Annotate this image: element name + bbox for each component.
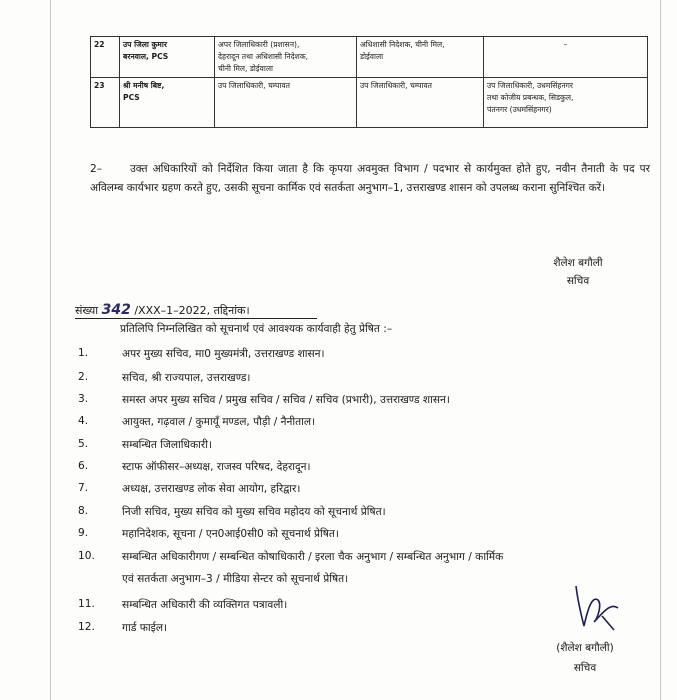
- reference-underline: [75, 318, 317, 319]
- recipient-number: 6.: [78, 460, 89, 472]
- recipient-text: सम्बन्धित अधिकारी की व्यक्तिगत पत्रावली।: [122, 599, 288, 611]
- paragraph-text: उक्त अधिकारियों को निर्देशित किया जाता है कि कृपया अवमुक्त विभाग / पदभार से कार्यमुक्त होते हुए, नवीन तैनाती के पद पर अविलम्ब कार्यभार ग्रहण करते हुए, उसकी सूचना कार्मिक एवं सतर्कता अनुभाग–1, उत्तराखण्ड शासन को उपलब्ध कराना सुनिश्चित करें।: [90, 163, 650, 194]
- handwritten-signature: [568, 578, 628, 638]
- recipient-text: सम्बन्धित अधिकारीगण / सम्बन्धित कोषाधिकारी / इरला चैक अनुभाग / सम्बन्धित अनुभाग / कार्मिक: [122, 551, 504, 563]
- recipient-number: 2.: [78, 371, 89, 383]
- signatory-designation: सचिव: [566, 275, 590, 287]
- recipient-number: 5.: [78, 438, 89, 450]
- relieved-post: अधिशासी निदेशक, चीनी मिल, डोईवाला: [357, 37, 484, 78]
- new-post: उप जिलाधिकारी, उधमसिंहनगर तथा कोजीय प्रबन्धक, सिडकुल, पंतनगर (उधमसिंहनगर): [484, 78, 648, 128]
- signature-block-2: [530, 638, 640, 678]
- recipient-text: स्टाफ ऑफीसर–अध्यक्ष, राजस्व परिषद, देहरादून।: [122, 461, 311, 473]
- paragraph-number: 2–: [90, 163, 103, 175]
- row-number: 23: [91, 78, 120, 128]
- posting-table: [90, 36, 648, 128]
- table-row: [91, 37, 648, 78]
- reference-number: संख्या 342 /XXX–1–2022, तद्दिनांक।: [75, 302, 250, 318]
- recipient-text: समस्त अपर मुख्य सचिव / प्रमुख सचिव / सचिव / सचिव (प्रभारी), उत्तराखण्ड शासन।: [122, 394, 450, 406]
- recipient-text: निजी सचिव, मुख्य सचिव को मुख्य सचिव महोदय को सूचनार्थ प्रेषित।: [122, 506, 386, 518]
- signatory-designation: सचिव: [573, 662, 597, 674]
- recipient-number: 11.: [78, 598, 95, 610]
- new-post: –: [484, 37, 648, 78]
- recipient-number: 1.: [78, 347, 89, 359]
- officer-name: श्री मनीष बिष्ट, PCS: [120, 78, 215, 128]
- current-post: उप जिलाधिकारी, चम्पावत: [215, 78, 357, 128]
- recipient-item: [78, 460, 668, 480]
- row-number: 22: [91, 37, 120, 78]
- page-left-edge: [50, 0, 51, 700]
- recipient-number: 8.: [78, 505, 89, 517]
- copy-to-intro: प्रतिलिपि निम्नलिखित को सूचनार्थ एवं आवश्यक कार्यवाही हेतु प्रेषित :–: [120, 323, 393, 335]
- current-post: अपर जिलाधिकारी (प्रशासन), देहरादून तथा अधिशासी निदेशक, चीनी मिल, डोईवाला: [215, 37, 357, 78]
- recipient-item: [78, 371, 668, 391]
- signatory-name: (शैलेश बगौली): [556, 642, 614, 654]
- recipient-text: सम्बन्धित जिलाधिकारी।: [122, 439, 213, 451]
- recipient-item: [78, 527, 668, 547]
- recipient-item: [78, 347, 668, 367]
- recipient-text: अध्यक्ष, उत्तराखण्ड लोक सेवा आयोग, हरिद्वार।: [122, 483, 301, 495]
- recipient-number: 7.: [78, 482, 89, 494]
- recipient-number: 10.: [78, 550, 95, 562]
- recipient-text: अपर मुख्य सचिव, मा0 मुख्यमंत्री, उत्तराखण्ड शासन।: [122, 348, 325, 360]
- recipient-text: सचिव, श्री राज्यपाल, उत्तराखण्ड।: [122, 372, 251, 384]
- recipient-text: महानिदेशक, सूचना / एन0आई0सी0 को सूचनार्थ प्रेषित।: [122, 528, 339, 540]
- recipient-number: 12.: [78, 621, 95, 633]
- handwritten-number: 342: [101, 302, 131, 318]
- paragraph-2: [90, 160, 650, 198]
- recipient-text-continued: एवं सतर्कता अनुभाग–3 / मीडिया सेन्टर को सूचनार्थ प्रेषित।: [122, 573, 349, 585]
- recipient-text: गार्ड फाईल।: [122, 622, 168, 634]
- recipient-item: [78, 438, 668, 458]
- recipient-item: [78, 482, 668, 502]
- signatory-name: शैलेश बगौली: [553, 257, 603, 269]
- recipient-text: आयुक्त, गढ़वाल / कुमायूँ मण्डल, पौड़ी / नैनीताल।: [122, 416, 316, 428]
- recipient-item: [78, 393, 668, 413]
- recipient-number: 3.: [78, 393, 89, 405]
- recipient-item: [78, 415, 668, 435]
- recipient-number: 4.: [78, 415, 89, 427]
- recipient-item: [78, 505, 668, 525]
- recipient-number: 9.: [78, 527, 89, 539]
- signature-block-1: [528, 254, 628, 290]
- relieved-post: उप जिलाधिकारी, चम्पावत: [357, 78, 484, 128]
- table-row: [91, 78, 648, 128]
- officer-name: उप जिला कुमार बरनवाल, PCS: [120, 37, 215, 78]
